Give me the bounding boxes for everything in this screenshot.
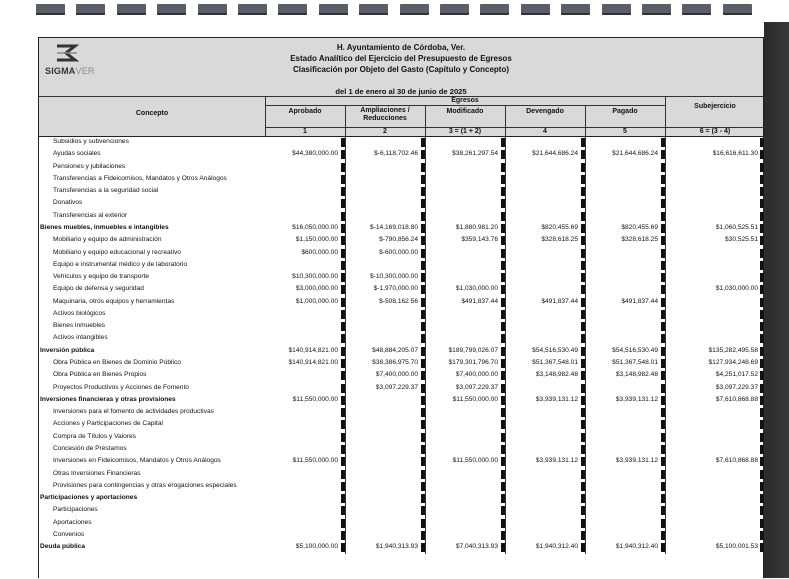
toolbar-tab[interactable]	[440, 4, 469, 15]
table-row	[39, 247, 763, 259]
table-row	[39, 455, 763, 467]
row-value: $1,880,981.20	[455, 223, 498, 231]
row-label: Equipo de defensa y seguridad	[53, 285, 144, 293]
table-row	[39, 283, 763, 295]
row-value: $189,799,026.07	[448, 346, 498, 354]
row-value: $-508,162.56	[379, 297, 418, 305]
table-row	[39, 529, 763, 541]
row-value: $328,618.25	[541, 236, 578, 244]
table-row	[39, 418, 763, 430]
col-index-5: 5	[623, 128, 627, 135]
report-period: del 1 de enero al 30 de junio de 2025	[335, 87, 467, 96]
table-row	[39, 468, 763, 480]
row-value: $10,300,000.00	[292, 273, 338, 281]
row-value: $54,516,530.49	[532, 346, 578, 354]
row-value: $491,837.44	[621, 297, 658, 305]
row-value: $51,367,548.01	[612, 359, 658, 367]
row-value: $1,940,313.93	[375, 543, 418, 551]
table-row	[39, 431, 763, 443]
row-value: $127,934,248.69	[708, 359, 758, 367]
row-value: $-790,856.24	[379, 236, 418, 244]
table-row	[39, 406, 763, 418]
col-pagado: Pagado	[612, 108, 638, 115]
row-value: $1,030,000.00	[715, 285, 758, 293]
row-value: $48,884,205.07	[372, 346, 418, 354]
table-row	[39, 161, 763, 173]
row-label: Acciones y Participaciones de Capital	[53, 420, 163, 428]
row-value: $3,097,229.37	[455, 383, 498, 391]
row-value: $7,400,000.00	[455, 371, 498, 379]
row-label: Participaciones y aportaciones	[40, 494, 138, 502]
row-value: $21,644,686.24	[612, 150, 658, 158]
row-label: Transferencias a Fideicomisos, Mandatos y Otros Análogos	[53, 174, 227, 182]
row-label: Inversiones financieras y otras provisiones	[40, 395, 176, 403]
toolbar-tab[interactable]	[642, 4, 671, 15]
table-row	[39, 308, 763, 320]
row-value: $140,914,821.00	[288, 346, 338, 354]
row-value: $51,367,548.01	[532, 359, 578, 367]
col-index-2: 2	[383, 128, 387, 135]
row-value: $30,525.51	[724, 236, 758, 244]
table-row	[39, 210, 763, 222]
row-value: $44,380,000.00	[292, 150, 338, 158]
row-label: Donativos	[53, 199, 83, 207]
table-row	[39, 259, 763, 271]
toolbar-tab[interactable]	[359, 4, 388, 15]
row-value: $38,386,975.70	[372, 359, 418, 367]
toolbar-tab[interactable]	[117, 4, 146, 15]
row-value: $38,261,297.54	[452, 150, 498, 158]
table-row	[39, 185, 763, 197]
row-value: $5,100,001.53	[715, 543, 758, 551]
table-row	[39, 173, 763, 185]
row-value: $3,097,229.37	[375, 383, 418, 391]
table-row	[39, 541, 763, 553]
toolbar-tab[interactable]	[602, 4, 631, 15]
row-value: $4,251,017.52	[715, 371, 758, 379]
row-value: $359,143.76	[461, 236, 498, 244]
table-row	[39, 296, 763, 308]
row-value: $7,610,868.88	[715, 457, 758, 465]
row-label: Activos intangibles	[53, 334, 108, 342]
row-label: Otras Inversiones Financieras	[53, 469, 141, 477]
row-label: Vehículos y equipo de transporte	[53, 273, 150, 281]
row-value: $820,455.69	[541, 223, 578, 231]
toolbar-tab[interactable]	[682, 4, 711, 15]
table-row	[39, 197, 763, 209]
col-ampliaciones: Ampliaciones / Reducciones	[360, 107, 410, 122]
table-row	[39, 332, 763, 344]
report-header	[39, 38, 763, 87]
col-subejercicio: Subejercicio	[694, 103, 736, 110]
table-row	[39, 136, 763, 148]
row-value: $820,455.69	[621, 223, 658, 231]
row-label: Mobiliario y equipo de administración	[53, 236, 162, 244]
row-value: $1,940,312.40	[615, 543, 658, 551]
row-value: $3,939,131.12	[615, 395, 658, 403]
toolbar-tab[interactable]	[319, 4, 348, 15]
col-concepto: Concepto	[135, 110, 169, 117]
toolbar-tab[interactable]	[480, 4, 509, 15]
col-modificado: Modificado	[446, 108, 484, 115]
table-body	[39, 136, 763, 579]
row-label: Participaciones	[53, 506, 98, 514]
col-index-6: 6 = (3 - 4)	[699, 128, 731, 135]
row-value: $3,148,982.48	[535, 371, 578, 379]
row-value: $16,616,611.30	[712, 150, 758, 158]
table-row	[39, 271, 763, 283]
table-row	[39, 234, 763, 246]
row-value: $135,282,495.58	[708, 346, 758, 354]
toolbar-tab[interactable]	[278, 4, 307, 15]
row-value: $7,610,868.88	[715, 395, 758, 403]
table-row	[39, 345, 763, 357]
row-label: Concesión de Préstamos	[53, 445, 127, 452]
row-label: Bienes inmuebles	[53, 322, 106, 330]
row-label: Provisiones para contingencias y otras erogaciones especiales	[53, 481, 237, 489]
row-value: $-600,000.00	[379, 248, 418, 256]
table-row	[39, 492, 763, 504]
row-label: Inversiones para el fomento de actividades productivas	[53, 408, 214, 416]
row-label: Proyectos Productivos y Acciones de Fomento	[53, 383, 189, 391]
col-index-3: 3 = (1 + 2)	[448, 128, 482, 135]
col-index-1: 1	[303, 128, 307, 135]
row-value: $11,550,000.00	[452, 457, 498, 465]
row-value: $3,000,000.00	[295, 285, 338, 293]
row-value: $1,030,000.00	[455, 285, 498, 293]
row-value: $1,940,312.40	[535, 543, 578, 551]
row-label: Subsidios y subvenciones	[53, 138, 129, 145]
row-value: $3,939,131.12	[535, 395, 578, 403]
table-row	[39, 504, 763, 516]
row-value: $5,100,000.00	[295, 543, 338, 551]
table-row	[39, 443, 763, 455]
col-aprobado: Aprobado	[288, 108, 322, 115]
report-entity: H. Ayuntamiento de Córdoba, Ver.	[336, 43, 466, 52]
row-value: $-14,169,018.80	[369, 223, 418, 231]
row-label: Equipo e instrumental médico y de laboratorio	[53, 260, 188, 268]
row-label: Transferencias al exterior	[53, 211, 128, 219]
table-row	[39, 517, 763, 529]
row-value: $11,550,000.00	[292, 457, 338, 465]
col-egresos: Egresos	[451, 97, 479, 104]
row-value: $7,040,313.93	[455, 543, 498, 551]
row-label: Convenios	[53, 530, 85, 538]
row-value: $11,550,000.00	[292, 395, 338, 403]
row-value: $1,000,000.00	[295, 297, 338, 305]
row-value: $16,050,000.00	[292, 223, 338, 231]
row-value: $3,097,229.37	[715, 383, 758, 391]
toolbar-tab[interactable]	[157, 4, 186, 15]
row-label: Obra Pública en Bienes Propios	[53, 371, 147, 379]
row-label: Inversión pública	[40, 346, 95, 354]
row-value: $-6,118,702.46	[374, 150, 418, 158]
row-label: Transferencias a la seguridad social	[53, 187, 159, 195]
report-title: Estado Analítico del Ejercicio del Presupuesto de Egresos	[290, 54, 512, 63]
table-row	[39, 382, 763, 394]
row-label: Deuda pública	[40, 543, 86, 551]
row-value: $-1,970,000.00	[373, 285, 418, 293]
toolbar-tab[interactable]	[198, 4, 227, 15]
row-label: Activos biológicos	[53, 309, 106, 317]
row-label: Maquinaria, otros equipos y herramientas	[53, 297, 175, 305]
table-row	[39, 394, 763, 406]
row-label: Compra de Títulos y Valores	[53, 432, 136, 440]
row-value: $54,516,530.49	[612, 346, 658, 354]
table-row	[39, 357, 763, 369]
row-value: $179,301,796.70	[448, 359, 498, 367]
table-row	[39, 320, 763, 332]
row-label: Ayudas sociales	[53, 150, 101, 158]
row-value: $600,000.00	[301, 248, 338, 256]
toolbar-tab[interactable]	[723, 4, 752, 15]
row-value: $3,939,131.12	[535, 457, 578, 465]
row-label: Inversiones en Fideicomisos, Mandatos y Otros Análogos	[53, 457, 221, 465]
table-row	[39, 148, 763, 160]
row-value: $140,914,821.00	[288, 359, 338, 367]
row-label: Bienes muebles, inmuebles e intangibles	[40, 223, 169, 231]
row-value: $-10,300,000.00	[369, 273, 418, 281]
toolbar-tab[interactable]	[521, 4, 550, 15]
row-value: $328,618.25	[621, 236, 658, 244]
row-value: $21,644,686.24	[532, 150, 578, 158]
table-row	[39, 369, 763, 381]
col-devengado: Devengado	[526, 108, 564, 115]
row-value: $1,150,000.00	[295, 236, 338, 244]
row-value: $3,148,982.48	[615, 371, 658, 379]
toolbar-tab[interactable]	[400, 4, 429, 15]
toolbar-tab[interactable]	[238, 4, 267, 15]
report-subtitle: Clasificación por Objeto del Gasto (Capítulo y Concepto)	[292, 65, 510, 74]
row-value: $3,939,131.12	[615, 457, 658, 465]
row-value: $1,060,525.51	[715, 223, 758, 231]
column-header	[39, 86, 763, 137]
col-index-4: 4	[543, 128, 547, 135]
logo-text: SIGMAVER	[45, 66, 95, 76]
row-value: $7,400,000.00	[375, 371, 418, 379]
window-edge	[764, 22, 789, 578]
row-label: Pensiones y jubilaciones	[53, 162, 126, 170]
tab-strip	[36, 4, 756, 18]
row-label: Mobiliario y equipo educacional y recreativo	[53, 248, 181, 256]
report-sheet	[38, 37, 764, 578]
toolbar-tab[interactable]	[76, 4, 105, 15]
table-row	[39, 222, 763, 234]
row-label: Aportaciones	[53, 518, 92, 526]
row-value: $11,550,000.00	[452, 395, 498, 403]
toolbar-tab[interactable]	[561, 4, 590, 15]
toolbar-tab[interactable]	[36, 4, 65, 15]
row-value: $491,837.44	[461, 297, 498, 305]
table-row	[39, 480, 763, 492]
row-label: Obra Pública en Bienes de Dominio Público	[53, 359, 181, 367]
row-value: $491,837.44	[541, 297, 578, 305]
